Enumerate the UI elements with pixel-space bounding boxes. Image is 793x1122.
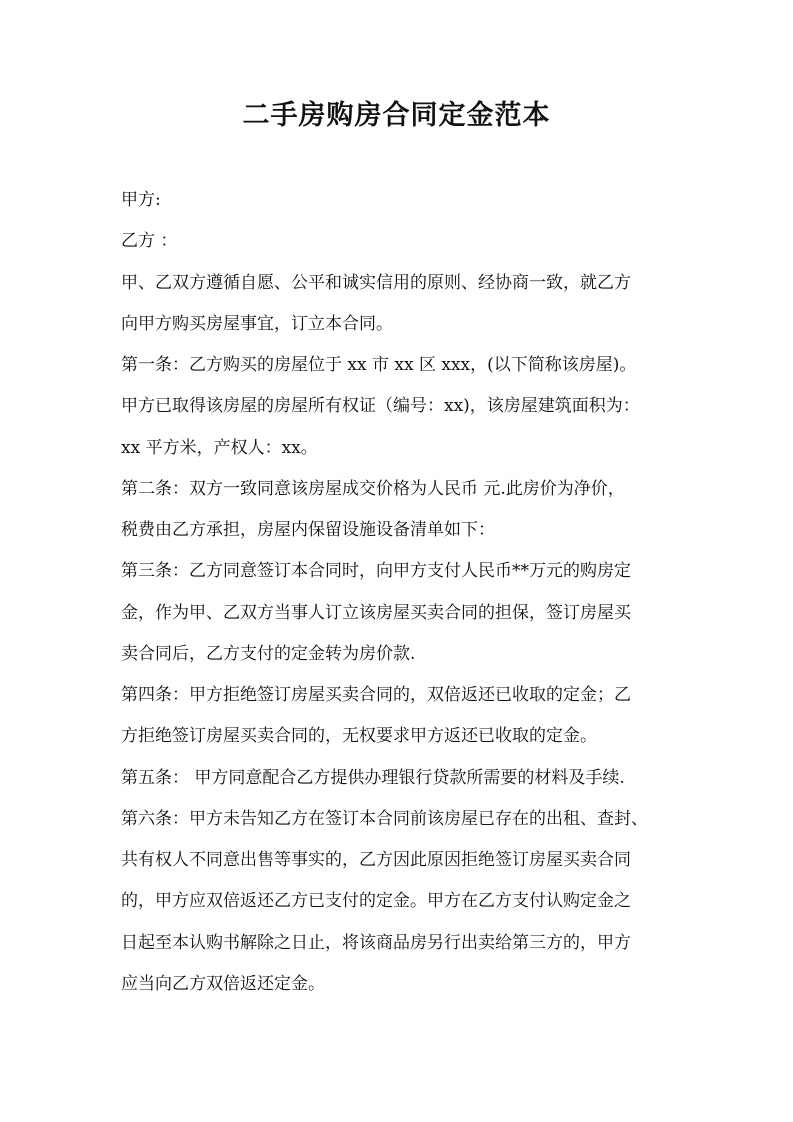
article-4-line: 方拒绝签订房屋买卖合同的，无权要求甲方返还已收取的定金。	[121, 726, 597, 747]
article-1-line: xx 平方米，产权人：xx。	[121, 437, 318, 458]
article-5-line: 第五条： 甲方同意配合乙方提供办理银行贷款所需要的材料及手续.	[121, 767, 625, 788]
article-3-line: 第三条：乙方同意签订本合同时，向甲方支付人民币**万元的购房定	[121, 561, 631, 582]
party-b-line: 乙方 ：	[121, 231, 178, 252]
article-2-line: 第二条：双方一致同意该房屋成交价格为人民币 元.此房价为净价，	[121, 478, 625, 499]
article-6-line: 应当向乙方双倍返还定金。	[121, 973, 325, 994]
preamble-line: 向甲方购买房屋事宜，订立本合同。	[121, 313, 393, 334]
preamble-line: 甲、乙双方遵循自愿、公平和诚实信用的原则、经协商一致，就乙方	[121, 272, 631, 293]
article-6-line: 共有权人不同意出售等事实的，乙方因此原因拒绝签订房屋买卖合同	[121, 850, 631, 870]
article-2-line: 税费由乙方承担，房屋内保留设施设备清单如下：	[121, 520, 495, 540]
article-6-line: 的，甲方应双倍返还乙方已支付的定金。甲方在乙方支付认购定金之	[121, 891, 631, 912]
article-6-line: 日起至本认购书解除之日止，将该商品房另行出卖给第三方的，甲方	[121, 932, 631, 953]
article-4-line: 第四条：甲方拒绝签订房屋买卖合同的，双倍返还已收取的定金；乙	[121, 685, 631, 705]
document-body	[121, 180, 677, 1005]
article-1-line: 甲方已取得该房屋的房屋所有权证（编号：xx)，该房屋建筑面积为：	[121, 396, 640, 417]
article-6-line: 第六条：甲方未告知乙方在签订本合同前该房屋已存在的出租、查封、	[121, 808, 648, 829]
article-1-line: 第一条：乙方购买的房屋位于 xx 市 xx 区 xxx，(以下简称该房屋)。	[121, 355, 637, 375]
party-a-line: 甲方:	[121, 190, 161, 210]
document-title: 二手房购房合同定金范本	[242, 100, 551, 131]
article-3-line: 卖合同后，乙方支付的定金转为房价款.	[121, 643, 416, 664]
article-3-line: 金，作为甲、乙双方当事人订立该房屋买卖合同的担保，签订房屋买	[121, 602, 631, 623]
